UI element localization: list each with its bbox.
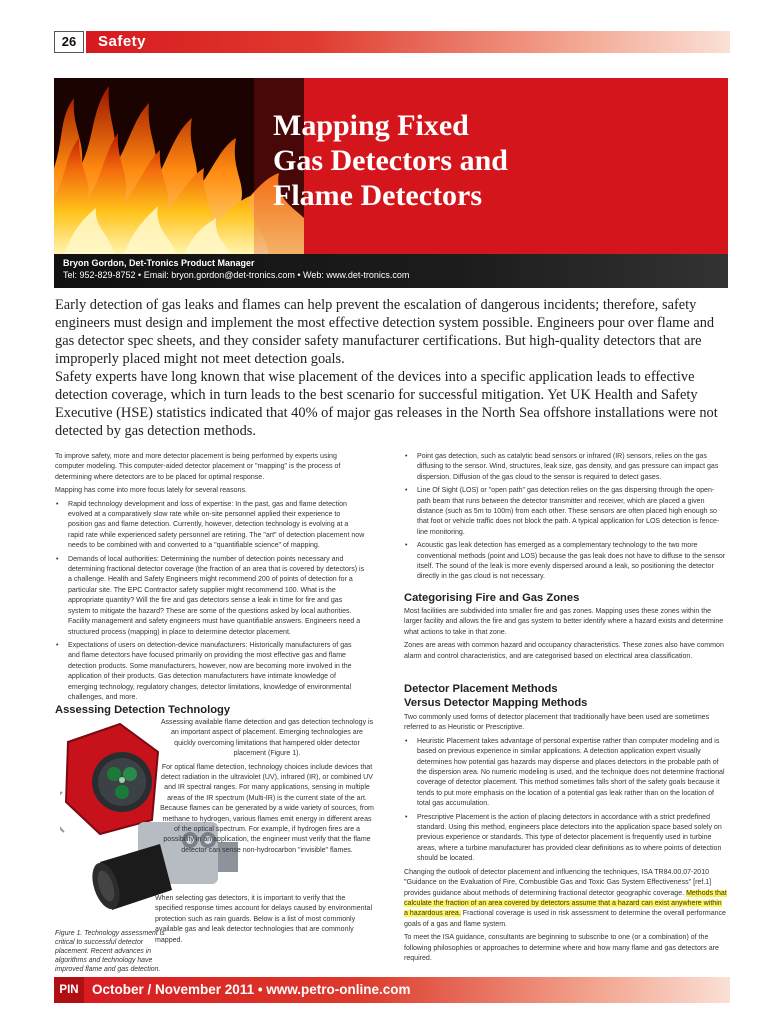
bullet-item: • Acoustic gas leak detection has emerged as a complementary technology to the two more conventional methods (point and LOS) because the gas leak does not have to diffuse to the sensor itself. The sound of the leak is more evenly dispersed around a leak, so positioning the detector directly in the gas cloud is not necessary. [404,541,727,583]
bullet-item: • Prescriptive Placement is the action of placing detectors in accordance with a strict predefined standard. Using this method, engineers place detectors into the application space based solely on previous experience or standards. This type of detector placement is frequently used in turbine areas, where a turbine manufacturer has provided clear definitions as to where points of detection should be located. [404,813,727,865]
section-banner [86,31,730,53]
assess-text-block [155,894,373,949]
body-paragraph: Zones are areas with common hazard and occupancy characteristics. These zones also have common alarm and control characteristics, and are categorised based on electrical area classification. [404,642,724,660]
cat-text-block [404,607,727,665]
publication-logo: PIN [54,977,84,1003]
intro-paragraph: Early detection of gas leaks and flames can help prevent the escalation of dangerous incidents; therefore, safety engineers must design and implement the most effective detection system possible. Engineers pour over flame and gas detector spec sheets, and they consider safety manufacturer certifications. But high-quality detectors that are improperly placed might not meet detection goals. [55,297,715,367]
title-line: Gas Detectors and [273,144,508,177]
bullet-item: • Line Of Sight (LOS) or "open path" gas detection relies on the gas dispersing through the open-path beam that runs between the detector transmitter and receiver, which are placed a given distance (such as 5m to 100m) from each other. These sensors are often placed high enough so that foot or vehicle traffic does not block the path. A typical application for LOS detection is fence-line monitoring. [404,486,727,538]
flame-detector-icon [60,724,158,834]
section-heading: Assessing Detection Technology [55,704,231,716]
author-contact: Tel: 952-829-8752 • Email: bryon.gordon@det-tronics.com • Web: www.det-tronics.com [63,270,410,280]
section-heading: Categorising Fire and Gas Zones [404,592,580,604]
bullet-item: • Point gas detection, such as catalytic bead sensors or infrared (IR) sensors, relies on the gas diffusing to the sensor. Wind, structures, leak size, gas density, and gas pressure can impact gas dispersion. Diffusion of the gas cloud to the sensor is required to detect gases. [404,452,727,483]
left-column [55,452,365,706]
section-heading [404,683,704,710]
text-run: Changing the outlook of detector placement and influencing the techniques, ISA TR84.00.07-2010 "Guidance on the Evaluation of Fire, Combustible Gas and Toxic Gas System Effectiveness" [ref.1] provides guidance about methods of determining fractional detector geographic coverage. [404,868,712,897]
body-paragraph: To improve safety, more and more detector placement is being performed by experts using computer modeling. This computer-aided detector placement or "mapping" is the process of determining where detectors are to be placed for optimal response. [55,453,341,481]
title-line: Mapping Fixed [273,109,469,142]
right-column [404,452,727,586]
heading-line: Versus Detector Mapping Methods [404,696,588,709]
body-paragraph: Assessing available flame detection and gas detection technology is an important aspect of placement. Emerging technologies are quickly overcoming limitations that hampered older detector placement (Figure 1). [160,719,374,758]
body-paragraph: To meet the ISA guidance, consultants are beginning to subscribe to one (or a combination) of the following philosophies or approaches to determine where and how many flame and gas detectors are required. [404,934,719,962]
text-run: Fractional coverage is used in risk assessment to determine the overall performance goals of a gas and flame system. [404,910,726,928]
bullet-item: • Rapid technology development and loss of expertise: In the past, gas and flame detection evolved at a comparatively slow rate while on-site personnel applied their experience to position gas and flame detection. Currently, however, detection technology is evolving at a rapid rate while experienced safety personnel are retiring. The "art" of detection placement now needs to be combined with and converted to a "quantifiable science" of mapping. [55,500,365,552]
flames-illustration [54,78,304,254]
highlighted-text: Methods that calculate the fraction of an area covered by detectors assume that a hazard can exist anywhere within a hazardous area. [404,889,727,918]
body-paragraph: For optical flame detection, technology choices include devices that detect radiation in the ultraviolet (UV), infrared (IR), or combined UV and IR spectral ranges. For many applications, sensing in multiple areas of the IR spectrum (Multi-IR) is the current state of the art. Because flames can be generated by a wide variety of sources, from methane to hydrogen, various flames emit energy in different areas of the optical spectrum. For example, if hydrogen fires are a possibility in an application, the engineer must verify that the flame detector can sense non-hydrocarbon "invisible" flames. [160,763,374,854]
assess-text-block [160,718,374,859]
bullet-item: • Demands of local authorities: Determining the number of detection points necessary and determining fractional detector coverage (the fraction of an area that is covered by detectors) is a challenge. Health and Safety Engineers might recommend 200 of points of detection for a particular site. The EPC Contractor safety supplier might recommend 100. What is the appropriate quantity? Will the fire and gas detectors sense a leak in time for fire and gas system to mitigate the hazard? These are some of the questions asked by local authorities. Facility management and safety engineers must have quantifiable answers. Engineers need a structured process (mapping) in place to determine detector placement. [55,555,365,638]
section-title: Safety [98,33,147,50]
heading-line: Detector Placement Methods [404,683,558,695]
intro-paragraph: Safety experts have long known that wise placement of the devices into a specific application leads to effective detection coverage, which in turn leads to the best scenario for successful mitigation. Yet UK Health and Safety Executive (HSE) statistics indicated that 40% of major gas releases in the North Sea offshore installations were not detected by gas detection methods. [55,369,718,439]
body-paragraph [404,868,727,930]
title-line: Flame Detectors [273,179,483,212]
placement-text-block [404,713,727,967]
page-number: 26 [54,31,84,53]
body-paragraph: Mapping has come into more focus lately for several reasons. [55,487,247,495]
body-paragraph: Two commonly used forms of detector placement that traditionally have been used are sometimes referred to as Heuristic or Prescriptive. [404,714,710,732]
bullet-item: • Expectations of users on detection-device manufacturers: Historically manufacturers of gas and flame detectors have focused primarily on providing the most effective gas and flame detection products. Some manufacturers, however, now are becoming more involved in the application of their products. Gas detection manufacturers have intimate knowledge of emerging technology, regulatory changes, detector limitations, knowledge of environmental challenges, and more. [55,641,365,703]
bullet-item: • Heuristic Placement takes advantage of personal expertise rather than computer modeling and is based on previous experience in similar applications. A detection application expert visually determines how potential gas hazards may disperse and places detectors in the probable path of the dispersion area. No numeric modeling is used, and the technique does not determine fractional coverage of detector placement. This method sometimes falls short of the safety goals because it tends to put more emphasis on the location of a potential gas leak rather than on the location of total gas accumulation. [404,737,727,810]
article-title [273,108,713,213]
footer-issue-and-url: October / November 2011 • www.petro-online.com [92,982,411,997]
hero-banner [54,78,728,254]
figure-caption: Figure 1. Technology assessment is critical to successful detector placement. Recent advances in algorithms and technology have improved flame and gas detection. [55,930,165,973]
author-name: Bryon Gordon, Det-Tronics Product Manager [63,258,255,268]
body-paragraph: Most facilities are subdivided into smaller fire and gas zones. Mapping uses these zones within the larger facility and allows the fire and gas system to better identify where a hazard exists and determine what actions to take in that zone. [404,608,724,636]
body-paragraph: When selecting gas detectors, it is important to verify that the specified response times account for delays caused by environmental protection such as rain guards. Below is a list of most commonly available gas and leak detector technologies that are commonly mapped. [155,895,373,944]
